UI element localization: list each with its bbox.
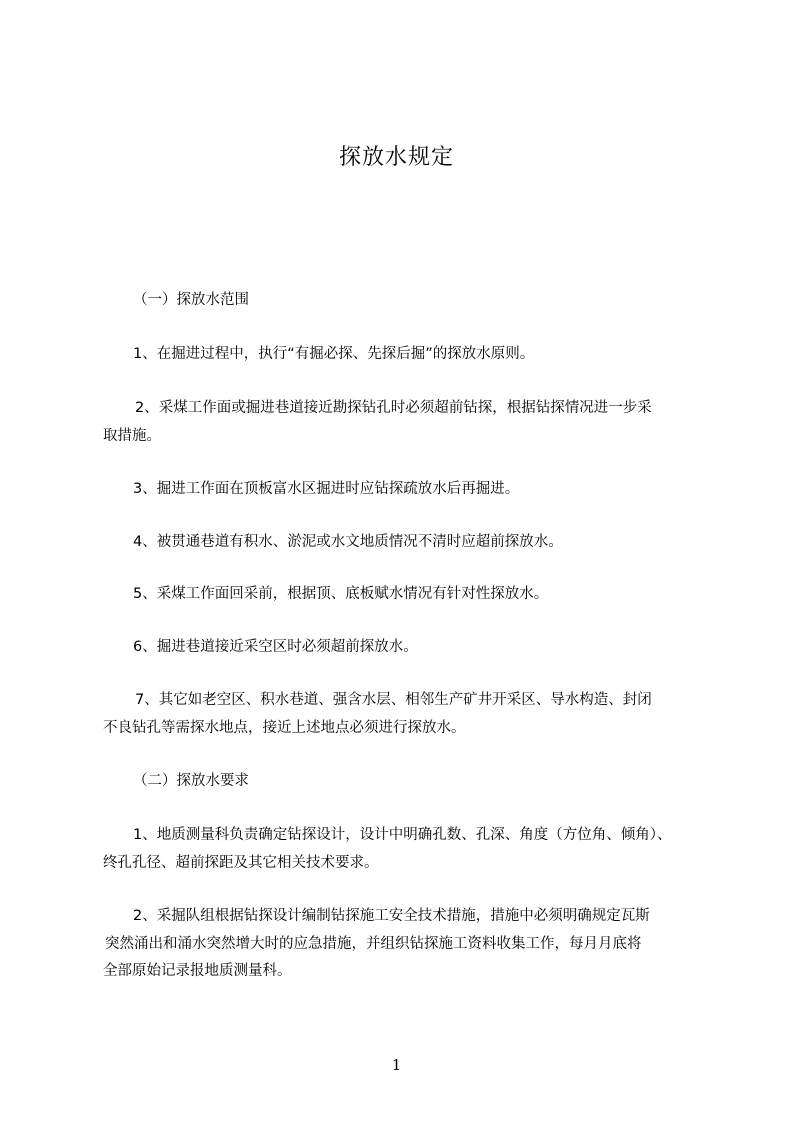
requirements-item-1-line-1: 1、地质测量科负责确定钻探设计，设计中明确孔数、孔深、角度（方位角、倾角）、 [133,827,672,843]
scope-item-6: 6、掘进巷道接近采空区时必须超前探放水。 [133,639,418,655]
requirements-item-2-line-3: 全部原始记录报地质测量科。 [103,963,292,979]
scope-item-3: 3、掘进工作面在顶板富水区掘进时应钻探疏放水后再掘进。 [133,481,520,497]
scope-item-7-line-2: 不良钻孔等需探水地点，接近上述地点必须进行探放水。 [103,720,466,736]
scope-item-1: 1、在掘进过程中，执行“有掘必探、先探后掘”的探放水原则。 [133,346,535,362]
scope-item-7-line-1: 7、其它如老空区、积水巷道、强含水层、相邻生产矿井开采区、导水构造、封闭 [135,692,652,708]
section-heading-requirements: （二）探放水要求 [133,773,249,789]
section-heading-scope: （一）探放水范围 [133,292,249,308]
page-number: 1 [391,1056,402,1074]
scope-item-4: 4、被贯通巷道有积水、淤泥或水文地质情况不清时应超前探放水。 [133,534,563,550]
scope-item-2-line-1: 2、采煤工作面或掘进巷道接近勘探钻孔时必须超前钻探，根据钻探情况进一步采 [135,400,652,416]
requirements-item-2-line-2: 突然涌出和涌水突然增大时的应急措施，并组织钻探施工资料收集工作，每月月底将 [105,936,642,952]
scope-item-2-line-2: 取措施。 [103,428,161,444]
requirements-item-1-line-2: 终孔孔径、超前探距及其它相关技术要求。 [103,855,379,871]
document-title: 探放水规定 [338,145,454,170]
requirements-item-2-line-1: 2、采掘队组根据钻探设计编制钻探施工安全技术措施，措施中必须明确规定瓦斯 [133,908,650,924]
scope-item-5: 5、采煤工作面回采前，根据顶、底板赋水情况有针对性探放水。 [133,586,549,602]
